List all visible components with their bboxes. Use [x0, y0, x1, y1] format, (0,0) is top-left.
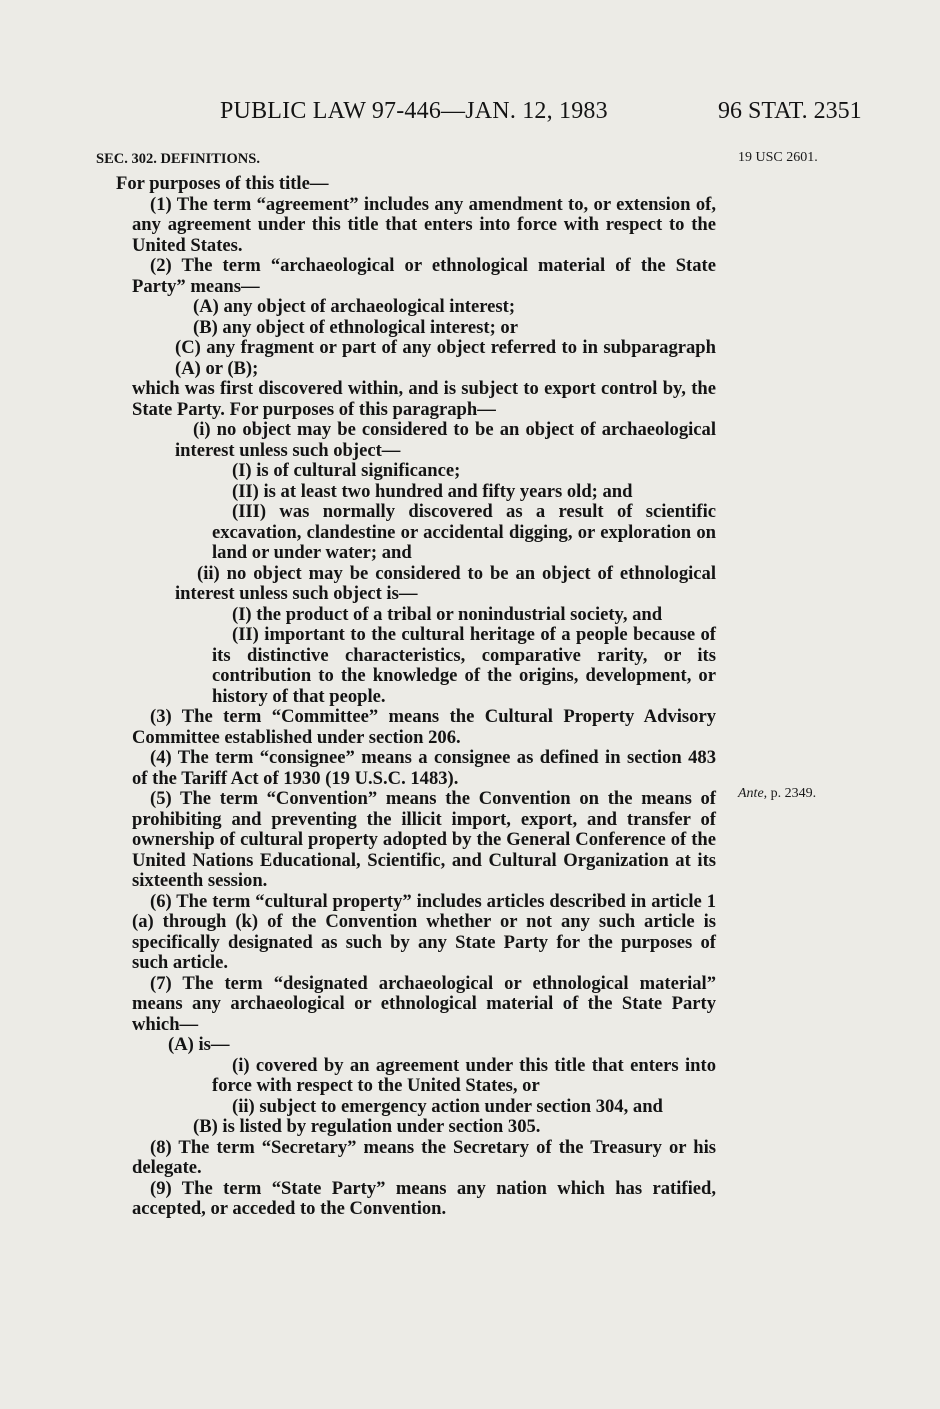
paragraph-1: (1) The term “agreement” includes any amendment to, or extension of, any agreement under this title that enters into force with respect to the United States. [132, 193, 716, 256]
section-body [0, 174, 940, 1220]
margin-citation-usc: 19 USC 2601. [738, 150, 818, 165]
paragraph-7-A-i: (i) covered by an agreement under this title that enters into force with respect to the United States, or [212, 1054, 716, 1096]
paragraph-9: (9) The term “State Party” means any nation which has ratified, accepted, or acceded to the Convention. [132, 1177, 716, 1219]
section-heading: SEC. 302. DEFINITIONS. [96, 151, 260, 167]
paragraph-2-i-III: (III) was normally discovered as a result of scientific excavation, clandestine or accidental digging, or exploration on land or under water; and [212, 501, 716, 563]
paragraph-2-ii: (ii) no object may be considered to be an object of ethnological interest unless such object is— [175, 562, 716, 604]
paragraph-2-C: (C) any fragment or part of any object referred to in subparagraph (A) or (B); [175, 337, 716, 379]
paragraph-7-B: (B) is listed by regulation under section 305. [193, 1116, 541, 1137]
paragraph-2-B: (B) any object of ethnological interest; or [193, 316, 518, 338]
paragraph-4: (4) The term “consignee” means a consignee as defined in section 483 of the Tariff Act of 1930 (19 U.S.C. 1483). [132, 747, 716, 789]
paragraph-2-i: (i) no object may be considered to be an object of archaeological interest unless such object— [175, 419, 716, 461]
paragraph-3: (3) The term “Committee” means the Cultural Property Advisory Committee established under section 206. [132, 706, 716, 748]
paragraph-7: (7) The term “designated archaeological or ethnological material” means any archaeological or ethnological material of the State Party which— [132, 972, 716, 1035]
paragraph-2-flush: which was first discovered within, and is subject to export control by, the State Party. For purposes of this paragraph— [132, 378, 716, 420]
paragraph-2-ii-I: (I) the product of a tribal or nonindustrial society, and [232, 603, 663, 625]
paragraph-7-A-ii: (ii) subject to emergency action under section 304, and [232, 1095, 663, 1117]
paragraph-2-i-II: (II) is at least two hundred and fifty years old; and [232, 480, 633, 502]
paragraph-2-i-I: (I) is of cultural significance; [232, 460, 461, 481]
paragraph-2: (2) The term “archaeological or ethnological material of the State Party” means— [132, 255, 716, 297]
paragraph-7-A: (A) is— [168, 1034, 230, 1055]
paragraph-2-A: (A) any object of archaeological interest; [193, 296, 516, 317]
running-head-title: PUBLIC LAW 97-446—JAN. 12, 1983 [220, 98, 608, 124]
paragraph-8: (8) The term “Secretary” means the Secretary of the Treasury or his delegate. [132, 1136, 716, 1178]
paragraph-intro: For purposes of this title— [116, 173, 329, 194]
paragraph-6: (6) The term “cultural property” includes articles described in article 1 (a) through (k) of the Convention whether or not any such article is specifically designated as such by any State Party for the purposes of such article. [132, 890, 716, 973]
paragraph-2-ii-II: (II) important to the cultural heritage of a people because of its distinctive characteristics, comparative rarity, or its contribution to the knowledge of the origins, development, or history of that people. [212, 624, 716, 707]
statute-page-number: 96 STAT. 2351 [718, 98, 862, 124]
margin-citation-ante-label: Ante [738, 786, 764, 801]
margin-citation-ante-page: , p. 2349. [763, 786, 817, 801]
paragraph-5: (5) The term “Convention” means the Convention on the means of prohibiting and preventing the illicit import, export, and transfer of ownership of cultural property adopted by the General Conference of the United Nations Educational, Scientific, and Cultural Organization at its sixteenth session. [132, 788, 716, 891]
